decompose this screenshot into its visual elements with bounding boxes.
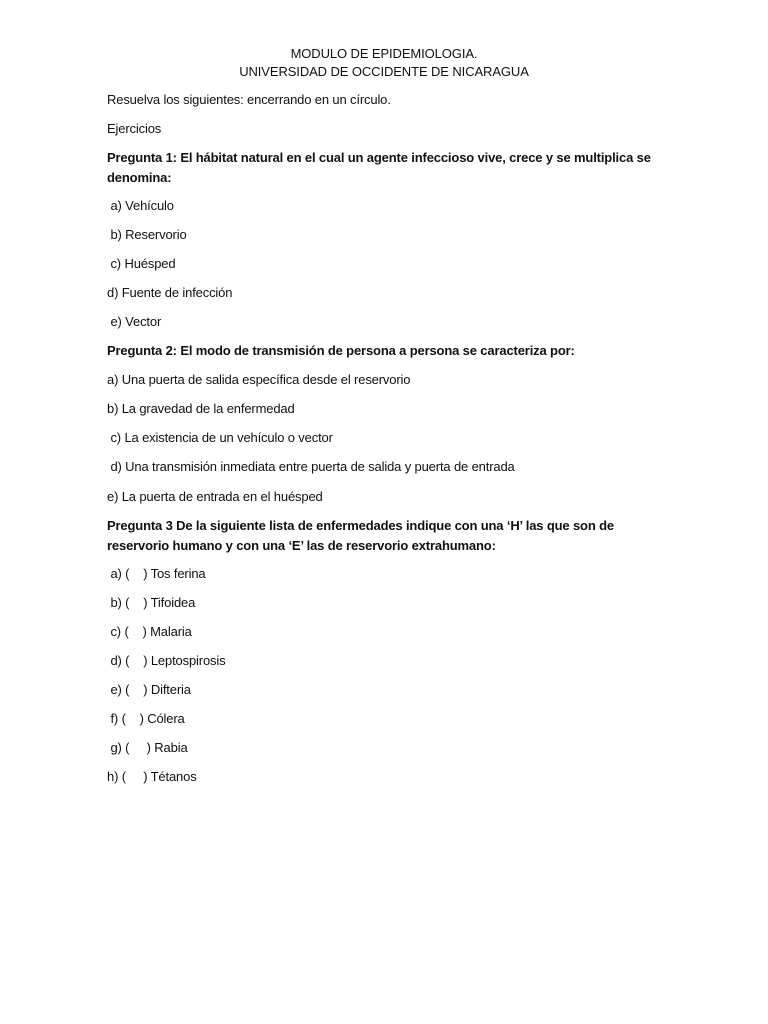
q3-option-c: c) ( ) Malaria (107, 624, 192, 639)
q3-option-f: f) ( ) Cólera (107, 711, 185, 726)
q2-option-e: e) La puerta de entrada en el huésped (107, 489, 323, 504)
q3-option-h: h) ( ) Tétanos (107, 769, 197, 784)
q3-option-g: g) ( ) Rabia (107, 740, 188, 755)
q3-option-d: d) ( ) Leptospirosis (107, 653, 226, 668)
q2-option-a: a) Una puerta de salida específica desde el reservorio (107, 372, 411, 387)
q1-option-a: a) Vehículo (107, 198, 174, 213)
document-title: MODULO DE EPIDEMIOLOGIA. (290, 46, 478, 61)
question-1: Pregunta 1: El hábitat natural en el cual un agente infeccioso vive, crece y se multiplica se denomina: (107, 150, 651, 185)
q1-option-b: b) Reservorio (107, 227, 187, 242)
q3-option-b: b) ( ) Tifoidea (107, 595, 196, 610)
q2-option-c: c) La existencia de un vehículo o vector (107, 430, 333, 445)
q1-option-d: d) Fuente de infección (107, 285, 233, 300)
question-3: Pregunta 3 De la siguiente lista de enfermedades indique con una ‘H’ las que son de reservorio humano y con una ‘E’ las de reservorio extrahumano: (107, 518, 614, 553)
document-subtitle: UNIVERSIDAD DE OCCIDENTE DE NICARAGUA (239, 64, 529, 79)
q1-option-c: c) Huésped (107, 256, 176, 271)
q3-option-a: a) ( ) Tos ferina (107, 566, 206, 581)
instructions-text: Resuelva los siguientes: encerrando en un círculo. (107, 92, 391, 107)
q2-option-d: d) Una transmisión inmediata entre puerta de salida y puerta de entrada (107, 459, 515, 474)
question-2: Pregunta 2: El modo de transmisión de persona a persona se caracteriza por: (107, 343, 575, 358)
q2-option-b: b) La gravedad de la enfermedad (107, 401, 295, 416)
section-heading: Ejercicios (107, 121, 162, 136)
q1-option-e: e) Vector (107, 314, 162, 329)
q3-option-e: e) ( ) Difteria (107, 682, 191, 697)
